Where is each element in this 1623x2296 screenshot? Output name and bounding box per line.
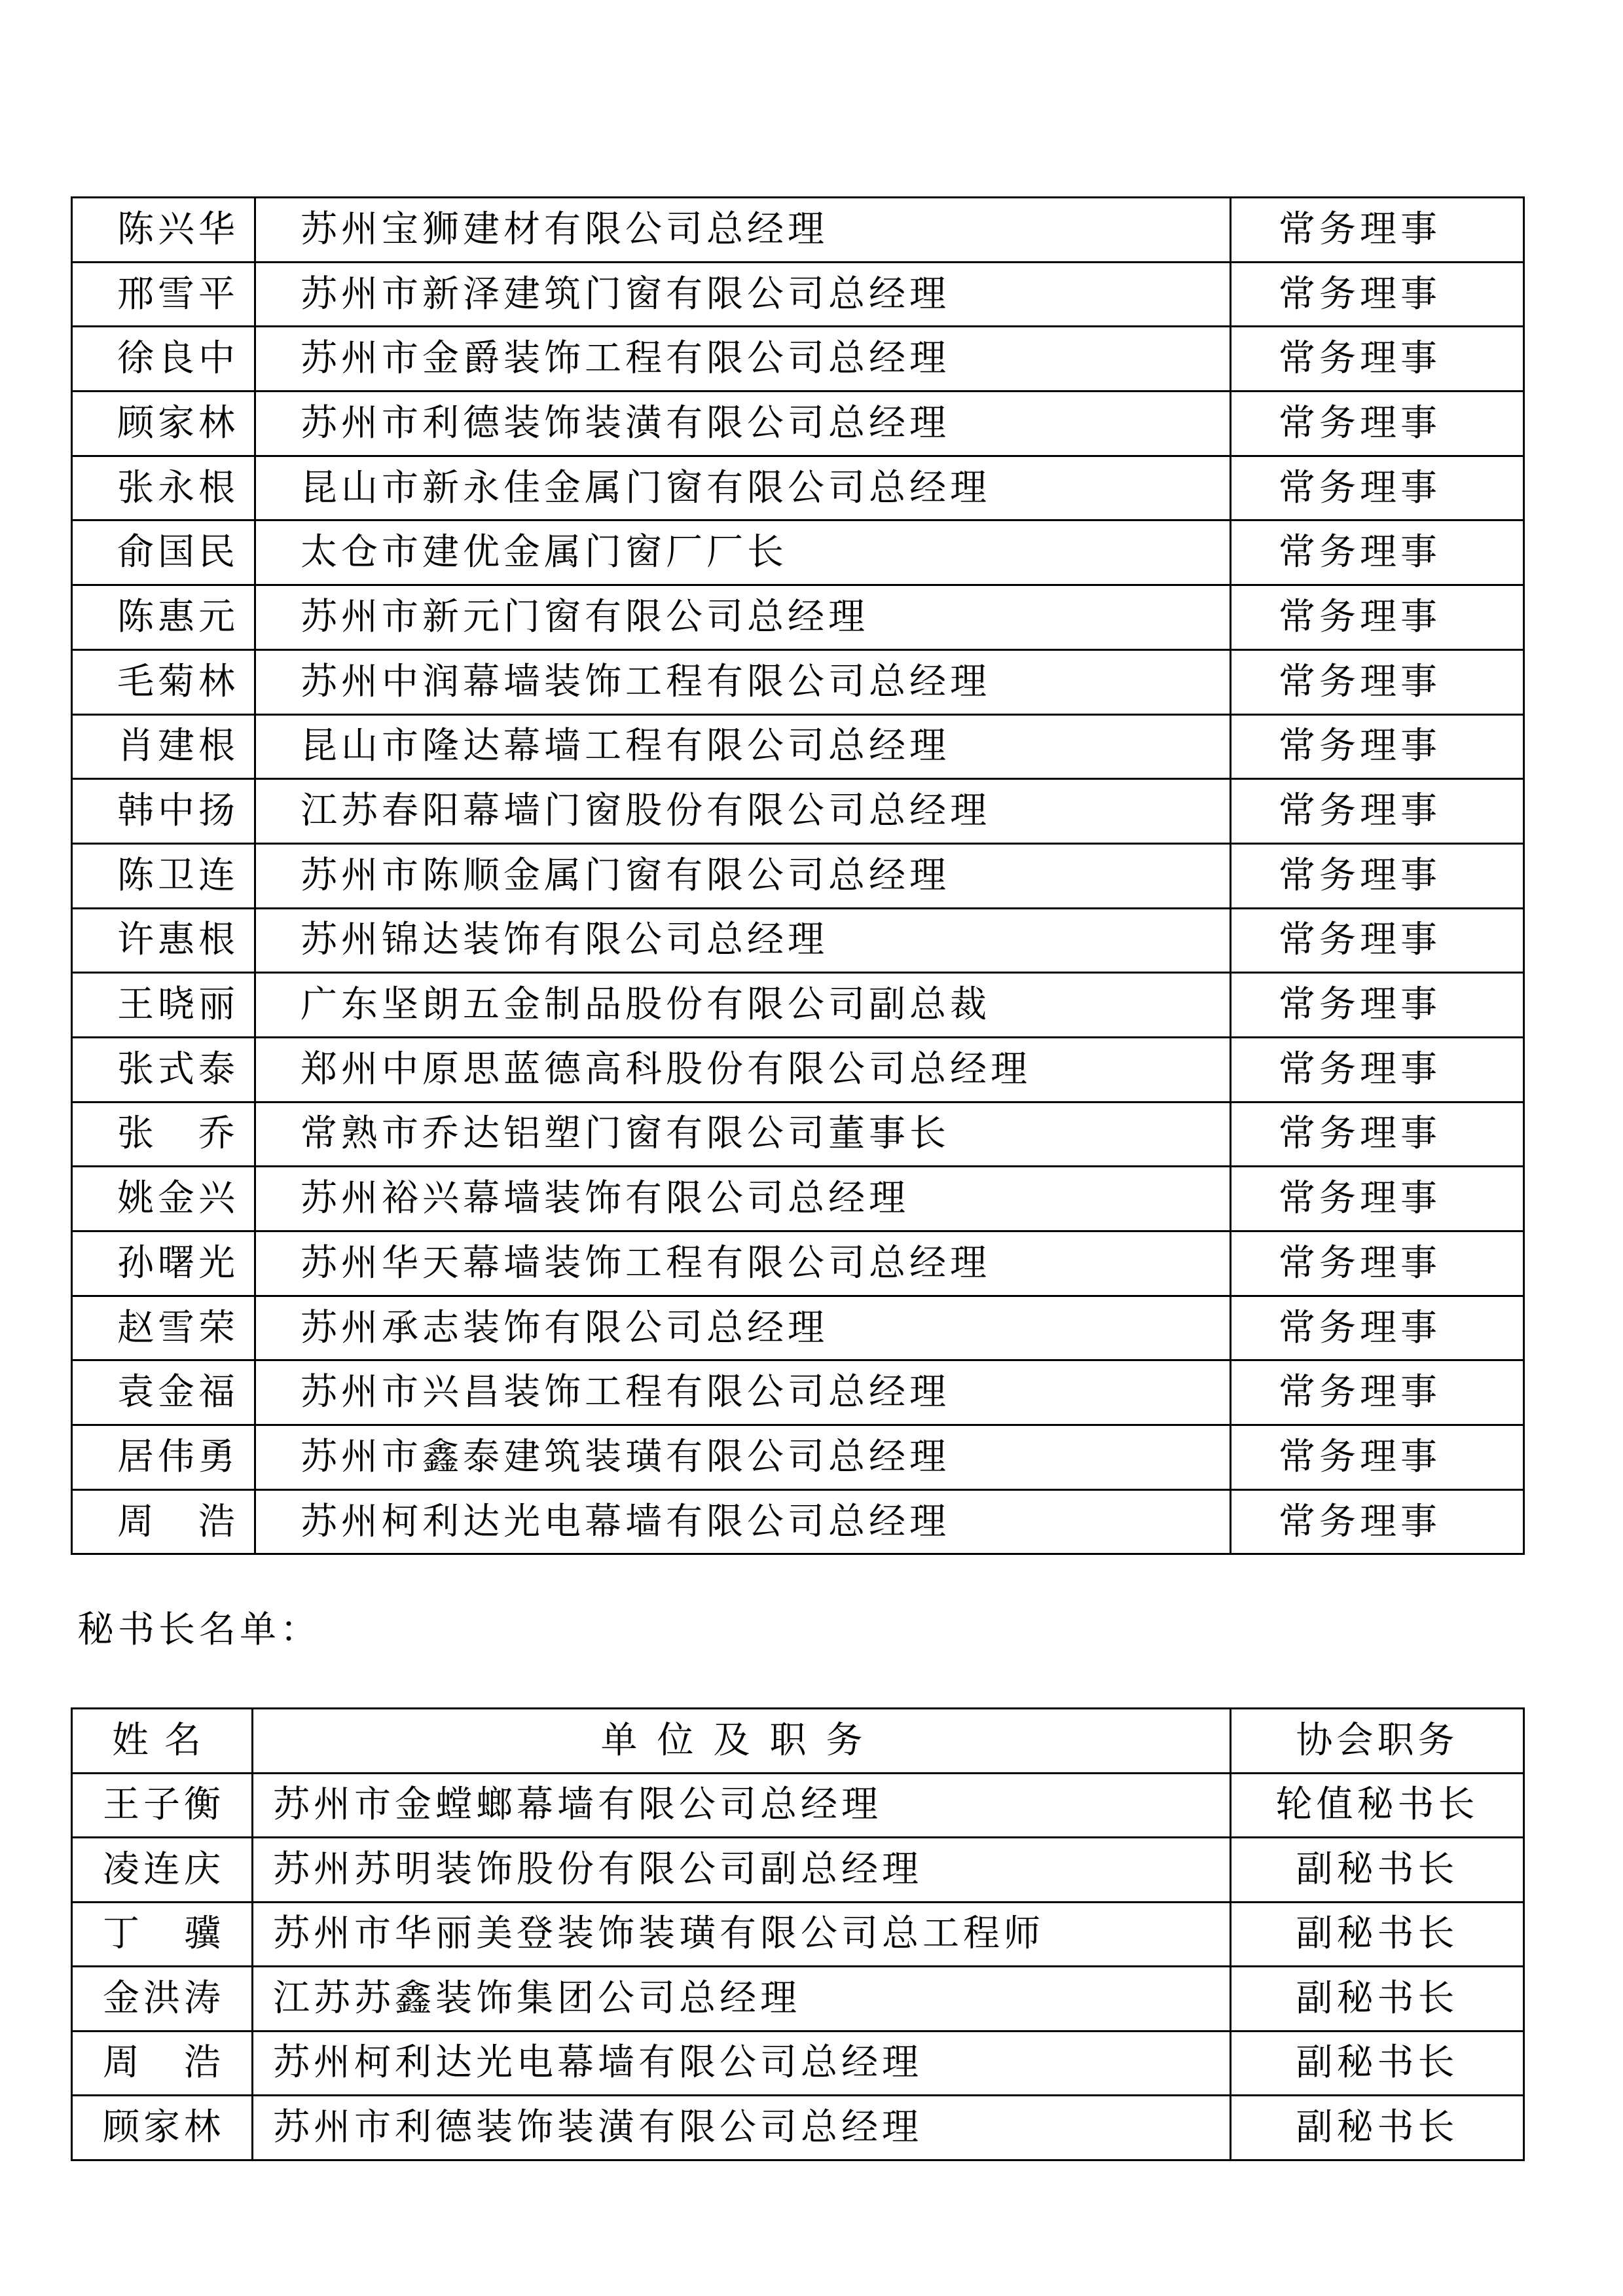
unit-cell: 昆山市新永佳金属门窗有限公司总经理 bbox=[255, 456, 1231, 520]
role-cell: 常务理事 bbox=[1231, 649, 1524, 714]
role-cell: 副秘书长 bbox=[1231, 1902, 1524, 1967]
table-row bbox=[72, 1231, 1524, 1296]
table-row bbox=[72, 262, 1524, 327]
unit-cell: 苏州市兴昌装饰工程有限公司总经理 bbox=[255, 1360, 1231, 1425]
table-row bbox=[72, 779, 1524, 844]
name-cell: 赵雪荣 bbox=[72, 1296, 255, 1360]
role-cell: 常务理事 bbox=[1231, 1037, 1524, 1102]
role-cell: 副秘书长 bbox=[1231, 2096, 1524, 2160]
table-row bbox=[72, 392, 1524, 456]
unit-cell: 苏州市新元门窗有限公司总经理 bbox=[255, 585, 1231, 650]
name-cell: 俞国民 bbox=[72, 520, 255, 585]
role-cell: 常务理事 bbox=[1231, 1167, 1524, 1231]
name-cell: 张式泰 bbox=[72, 1037, 255, 1102]
unit-cell: 常熟市乔达铝塑门窗有限公司董事长 bbox=[255, 1102, 1231, 1167]
table-row bbox=[72, 973, 1524, 1038]
unit-cell: 苏州承志装饰有限公司总经理 bbox=[255, 1296, 1231, 1360]
header-role: 协会职务 bbox=[1231, 1709, 1524, 1774]
name-cell: 姚金兴 bbox=[72, 1167, 255, 1231]
table-row bbox=[72, 1102, 1524, 1167]
name-cell: 陈兴华 bbox=[72, 198, 255, 263]
unit-cell: 郑州中原思蓝德高科股份有限公司总经理 bbox=[255, 1037, 1231, 1102]
table-row bbox=[72, 1967, 1524, 2032]
unit-cell: 苏州柯利达光电幕墙有限公司总经理 bbox=[253, 2031, 1231, 2096]
role-cell: 常务理事 bbox=[1231, 1425, 1524, 1490]
name-cell: 丁 骥 bbox=[72, 1902, 253, 1967]
unit-cell: 广东坚朗五金制品股份有限公司副总裁 bbox=[255, 973, 1231, 1038]
name-cell: 孙曙光 bbox=[72, 1231, 255, 1296]
table-row bbox=[72, 1425, 1524, 1490]
table-row bbox=[72, 327, 1524, 392]
standing-directors-table bbox=[71, 196, 1525, 1555]
unit-cell: 昆山市隆达幕墙工程有限公司总经理 bbox=[255, 714, 1231, 779]
name-cell: 顾家林 bbox=[72, 2096, 253, 2160]
unit-cell: 苏州市陈顺金属门窗有限公司总经理 bbox=[255, 843, 1231, 908]
unit-cell: 苏州宝狮建材有限公司总经理 bbox=[255, 198, 1231, 263]
role-cell: 常务理事 bbox=[1231, 1489, 1524, 1554]
role-cell: 常务理事 bbox=[1231, 973, 1524, 1038]
role-cell: 常务理事 bbox=[1231, 520, 1524, 585]
unit-cell: 苏州裕兴幕墙装饰有限公司总经理 bbox=[255, 1167, 1231, 1231]
unit-cell: 苏州市利德装饰装潢有限公司总经理 bbox=[253, 2096, 1231, 2160]
unit-cell: 江苏苏鑫装饰集团公司总经理 bbox=[253, 1967, 1231, 2032]
unit-cell: 苏州市鑫泰建筑装璜有限公司总经理 bbox=[255, 1425, 1231, 1490]
role-cell: 常务理事 bbox=[1231, 1102, 1524, 1167]
role-cell: 轮值秘书长 bbox=[1231, 1773, 1524, 1838]
role-cell: 常务理事 bbox=[1231, 392, 1524, 456]
unit-cell: 苏州市新泽建筑门窗有限公司总经理 bbox=[255, 262, 1231, 327]
table-row bbox=[72, 1037, 1524, 1102]
role-cell: 副秘书长 bbox=[1231, 1967, 1524, 2032]
role-cell: 常务理事 bbox=[1231, 456, 1524, 520]
unit-cell: 苏州市金爵装饰工程有限公司总经理 bbox=[255, 327, 1231, 392]
role-cell: 副秘书长 bbox=[1231, 2031, 1524, 2096]
name-cell: 张永根 bbox=[72, 456, 255, 520]
name-cell: 居伟勇 bbox=[72, 1425, 255, 1490]
role-cell: 常务理事 bbox=[1231, 1296, 1524, 1360]
unit-cell: 苏州市利德装饰装潢有限公司总经理 bbox=[255, 392, 1231, 456]
name-cell: 肖建根 bbox=[72, 714, 255, 779]
role-cell: 常务理事 bbox=[1231, 198, 1524, 263]
name-cell: 周 浩 bbox=[72, 1489, 255, 1554]
unit-cell: 苏州锦达装饰有限公司总经理 bbox=[255, 908, 1231, 973]
header-unit: 单位及职务 bbox=[253, 1709, 1231, 1774]
role-cell: 常务理事 bbox=[1231, 262, 1524, 327]
name-cell: 许惠根 bbox=[72, 908, 255, 973]
unit-cell: 苏州市华丽美登装饰装璜有限公司总工程师 bbox=[253, 1902, 1231, 1967]
name-cell: 凌连庆 bbox=[72, 1838, 253, 1903]
role-cell: 常务理事 bbox=[1231, 714, 1524, 779]
name-cell: 王子衡 bbox=[72, 1773, 253, 1838]
table-row bbox=[72, 585, 1524, 650]
role-cell: 常务理事 bbox=[1231, 908, 1524, 973]
header-name: 姓名 bbox=[72, 1709, 253, 1774]
name-cell: 邢雪平 bbox=[72, 262, 255, 327]
table-row bbox=[72, 1489, 1524, 1554]
unit-cell: 苏州市金螳螂幕墙有限公司总经理 bbox=[253, 1773, 1231, 1838]
role-cell: 常务理事 bbox=[1231, 1231, 1524, 1296]
table-row bbox=[72, 1773, 1524, 1838]
role-cell: 副秘书长 bbox=[1231, 1838, 1524, 1903]
table-row bbox=[72, 714, 1524, 779]
table-row bbox=[72, 1296, 1524, 1360]
unit-cell: 江苏春阳幕墙门窗股份有限公司总经理 bbox=[255, 779, 1231, 844]
name-cell: 陈卫连 bbox=[72, 843, 255, 908]
table-row bbox=[72, 1167, 1524, 1231]
name-cell: 张 乔 bbox=[72, 1102, 255, 1167]
name-cell: 金洪涛 bbox=[72, 1967, 253, 2032]
name-cell: 袁金福 bbox=[72, 1360, 255, 1425]
name-cell: 周 浩 bbox=[72, 2031, 253, 2096]
table-row bbox=[72, 1902, 1524, 1967]
table-row bbox=[72, 1838, 1524, 1903]
name-cell: 毛菊林 bbox=[72, 649, 255, 714]
role-cell: 常务理事 bbox=[1231, 843, 1524, 908]
secretaries-section-title: 秘书长名单： bbox=[77, 1609, 321, 1651]
name-cell: 陈惠元 bbox=[72, 585, 255, 650]
table-header-row bbox=[72, 1709, 1524, 1774]
name-cell: 韩中扬 bbox=[72, 779, 255, 844]
table-row bbox=[72, 198, 1524, 263]
role-cell: 常务理事 bbox=[1231, 327, 1524, 392]
table-row bbox=[72, 908, 1524, 973]
table-row bbox=[72, 649, 1524, 714]
table-row bbox=[72, 456, 1524, 520]
table-row bbox=[72, 843, 1524, 908]
table-row bbox=[72, 2096, 1524, 2160]
role-cell: 常务理事 bbox=[1231, 779, 1524, 844]
unit-cell: 太仓市建优金属门窗厂厂长 bbox=[255, 520, 1231, 585]
unit-cell: 苏州苏明装饰股份有限公司副总经理 bbox=[253, 1838, 1231, 1903]
unit-cell: 苏州中润幕墙装饰工程有限公司总经理 bbox=[255, 649, 1231, 714]
unit-cell: 苏州柯利达光电幕墙有限公司总经理 bbox=[255, 1489, 1231, 1554]
role-cell: 常务理事 bbox=[1231, 1360, 1524, 1425]
name-cell: 徐良中 bbox=[72, 327, 255, 392]
secretaries-table bbox=[71, 1707, 1525, 2161]
name-cell: 顾家林 bbox=[72, 392, 255, 456]
table-row bbox=[72, 520, 1524, 585]
name-cell: 王晓丽 bbox=[72, 973, 255, 1038]
table-row bbox=[72, 2031, 1524, 2096]
role-cell: 常务理事 bbox=[1231, 585, 1524, 650]
unit-cell: 苏州华天幕墙装饰工程有限公司总经理 bbox=[255, 1231, 1231, 1296]
table-row bbox=[72, 1360, 1524, 1425]
